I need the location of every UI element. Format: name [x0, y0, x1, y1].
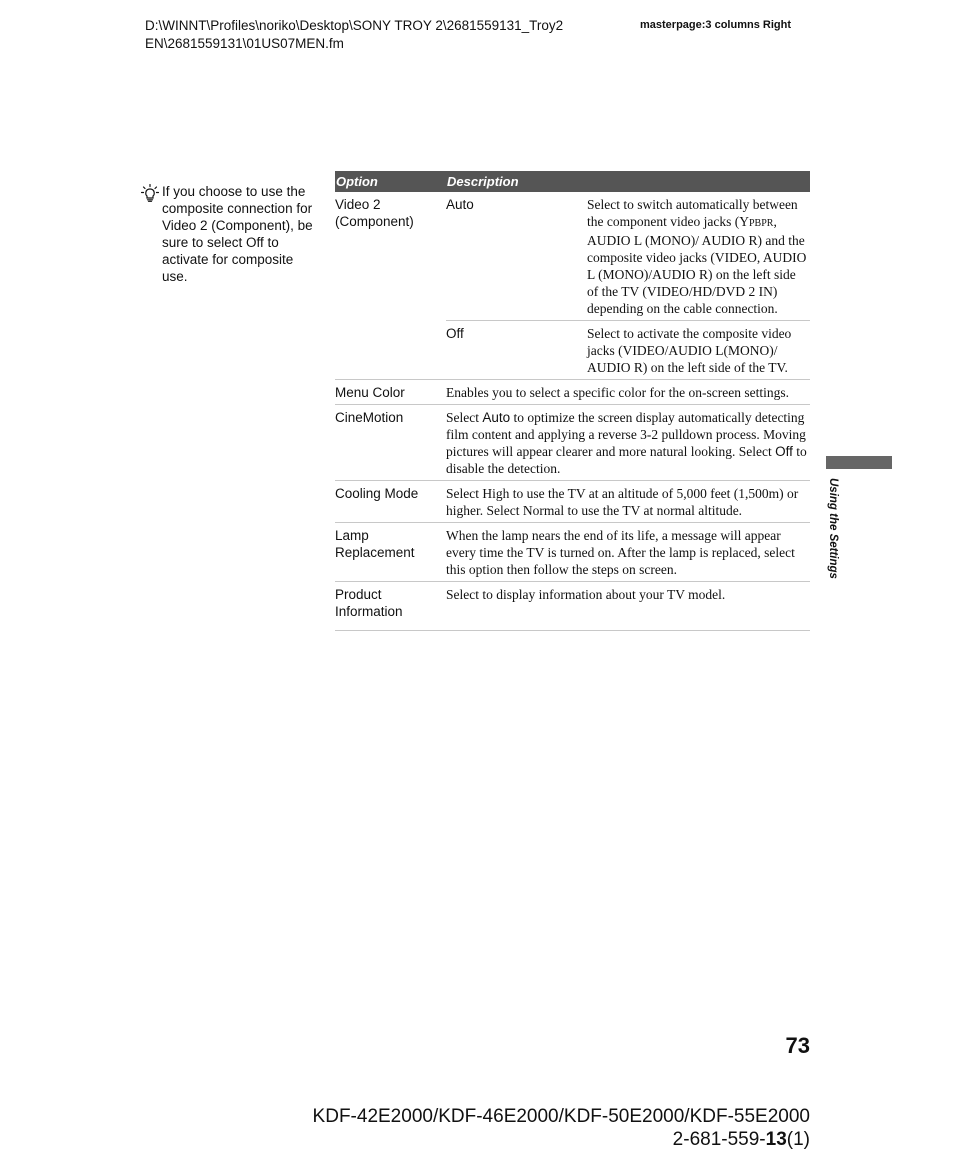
sub-option-auto: Auto	[446, 192, 587, 321]
option-menu-color: Menu Color	[335, 380, 446, 405]
file-path-header	[145, 17, 563, 53]
table-row	[335, 380, 810, 405]
section-tab-bar	[826, 456, 892, 469]
tip-text: If you choose to use the composite connection for Video 2 (Component), be sure to select Off to activate for composite use.	[162, 184, 313, 284]
description-video-2-off: Select to activate the composite video jacks (VIDEO/AUDIO L(MONO)/ AUDIO R) on the left side of the TV.	[587, 321, 810, 380]
options-table	[335, 171, 810, 631]
description-video-2-auto: Select to switch automatically between the component video jacks (YPBPR, AUDIO L (MONO)/ AUDIO R) and the composite video jacks (VIDEO, AUDIO L (MONO)/AUDIO R) on the left side of the TV (VIDEO/HD/DVD 2 IN) depending on the cable connection.	[587, 192, 810, 321]
option-product-information: Product Information	[335, 582, 446, 631]
option-lamp-replacement: Lamp Replacement	[335, 523, 446, 582]
page-number: 73	[785, 1033, 810, 1058]
section-tab-label: Using the Settings	[827, 478, 839, 579]
description-lamp-replacement: When the lamp nears the end of its life, a message will appear every time the TV is turned on. After the lamp is replaced, select this option then follow the steps on screen.	[446, 523, 810, 582]
column-header-option: Option	[335, 171, 446, 192]
option-video-2-component: Video 2 (Component)	[335, 192, 446, 380]
footer-model-numbers: KDF-42E2000/KDF-46E2000/KDF-50E2000/KDF-55E2000	[312, 1106, 810, 1127]
option-cinemotion: CineMotion	[335, 405, 446, 481]
table-row	[335, 192, 810, 321]
description-menu-color: Enables you to select a specific color for the on-screen settings.	[446, 380, 810, 405]
option-cooling-mode: Cooling Mode	[335, 481, 446, 523]
table-row	[335, 405, 810, 481]
table-row	[335, 523, 810, 582]
sub-option-off: Off	[446, 321, 587, 380]
file-path-line-1: D:\WINNT\Profiles\noriko\Desktop\SONY TROY 2\2681559131_Troy2	[145, 18, 564, 33]
footer-document-code: 2-681-559-13(1)	[672, 1129, 810, 1150]
description-cinemotion: Select Auto to optimize the screen display automatically detecting film content and applying a reverse 3-2 pulldown process. Moving pictures will appear clearer and more natural looking. Select Off to disable the detection.	[446, 405, 810, 481]
description-cooling-mode: Select High to use the TV at an altitude of 5,000 feet (1,500m) or higher. Select Normal to use the TV at normal altitude.	[446, 481, 810, 523]
table-row	[335, 481, 810, 523]
description-product-information: Select to display information about your TV model.	[446, 582, 810, 631]
table-header-row	[335, 171, 810, 192]
column-header-description: Description	[446, 171, 810, 192]
file-path-line-2: EN\2681559131\01US07MEN.fm	[145, 36, 344, 51]
masterpage-label: masterpage:3 columns Right	[640, 19, 791, 31]
lightbulb-icon	[141, 184, 159, 202]
table-row	[335, 582, 810, 631]
tip-note	[141, 183, 316, 285]
